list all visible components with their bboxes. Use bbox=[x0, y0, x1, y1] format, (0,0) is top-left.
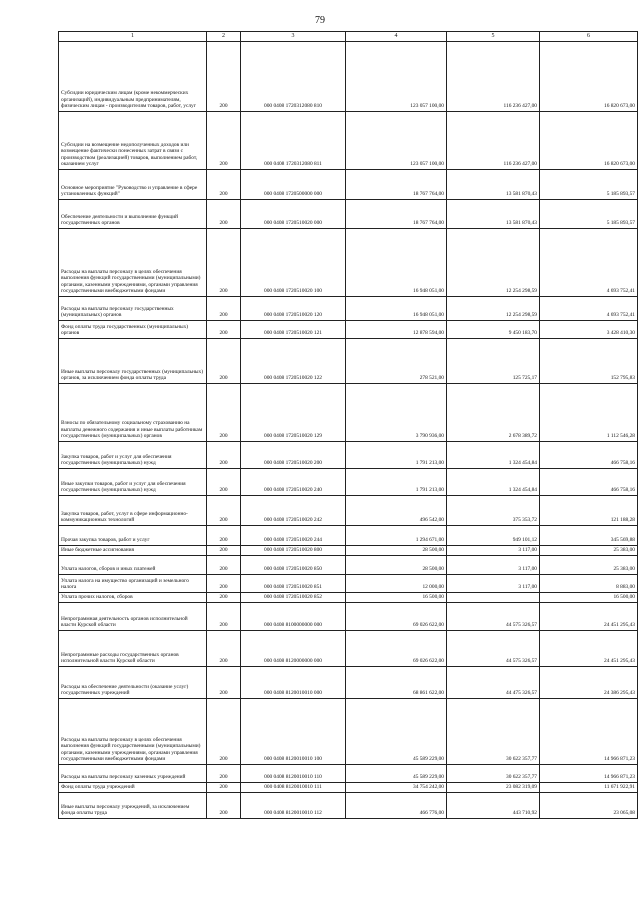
table-row bbox=[59, 526, 638, 546]
row-name-cell: Уплата прочих налогов, сборов bbox=[59, 593, 207, 603]
row-approved-cell: 68 861 622,00 bbox=[346, 667, 447, 699]
row-name-cell: Расходы на выплаты персоналу в целях обеспечения выполнения функций государственными (муниципальными) органами, казенными учреждениями, органами управления государственными внебюджетными фондами bbox=[59, 229, 207, 297]
row-approved-cell: 28 500,00 bbox=[346, 556, 447, 575]
row-group-cell: 200 bbox=[207, 442, 241, 469]
row-approved-cell: 496 542,00 bbox=[346, 496, 447, 526]
row-approved-cell: 123 057 100,00 bbox=[346, 112, 447, 170]
row-remaining-cell: 466 758,16 bbox=[540, 442, 638, 469]
row-code-cell: 000 0408 8120010010 000 bbox=[241, 667, 346, 699]
table-row bbox=[59, 765, 638, 783]
row-approved-cell: 16 948 051,00 bbox=[346, 229, 447, 297]
row-approved-cell: 3 790 936,00 bbox=[346, 384, 447, 442]
row-approved-cell: 28 500,00 bbox=[346, 546, 447, 556]
row-executed-cell: 443 710,92 bbox=[447, 793, 540, 819]
row-name-cell: Взносы по обязательному социальному страхованию на выплаты денежного содержания и иные выплаты работникам государственных (муниципальных) органов bbox=[59, 384, 207, 442]
row-remaining-cell: 5 185 893,57 bbox=[540, 170, 638, 200]
row-name-cell: Закупка товаров, работ, услуг в сфере информационно-коммуникационных технологий bbox=[59, 496, 207, 526]
row-group-cell: 200 bbox=[207, 546, 241, 556]
row-code-cell: 000 0408 1720510020 851 bbox=[241, 575, 346, 593]
table-row bbox=[59, 42, 638, 112]
row-group-cell: 200 bbox=[207, 42, 241, 112]
row-code-cell: 000 0408 1720312080 811 bbox=[241, 112, 346, 170]
column-header: 1 bbox=[59, 32, 207, 42]
row-name-cell: Фонд оплаты труда государственных (муниципальных) органов bbox=[59, 321, 207, 339]
row-approved-cell: 45 589 229,00 bbox=[346, 699, 447, 765]
row-code-cell: 000 0408 1720510020 129 bbox=[241, 384, 346, 442]
row-name-cell: Расходы на выплаты персоналу казенных учреждений bbox=[59, 765, 207, 783]
row-approved-cell: 12 000,00 bbox=[346, 575, 447, 593]
row-executed-cell: 44 475 326,57 bbox=[447, 667, 540, 699]
row-group-cell: 200 bbox=[207, 297, 241, 321]
row-executed-cell: 44 575 326,57 bbox=[447, 631, 540, 667]
page-number: 79 bbox=[315, 15, 325, 26]
row-remaining-cell: 466 758,16 bbox=[540, 469, 638, 496]
row-approved-cell: 18 767 764,00 bbox=[346, 200, 447, 229]
row-group-cell: 200 bbox=[207, 631, 241, 667]
row-executed-cell: 116 236 427,00 bbox=[447, 112, 540, 170]
row-remaining-cell: 24 451 295,43 bbox=[540, 603, 638, 631]
row-remaining-cell: 3 428 410,30 bbox=[540, 321, 638, 339]
row-group-cell: 200 bbox=[207, 593, 241, 603]
row-code-cell: 000 0408 1720510020 000 bbox=[241, 200, 346, 229]
row-executed-cell: 44 575 326,57 bbox=[447, 603, 540, 631]
row-remaining-cell: 1 112 546,28 bbox=[540, 384, 638, 442]
row-remaining-cell: 11 671 922,91 bbox=[540, 783, 638, 793]
row-name-cell: Иные закупки товаров, работ и услуг для обеспечения государственных (муниципальных) нужд bbox=[59, 469, 207, 496]
row-approved-cell: 34 754 242,00 bbox=[346, 783, 447, 793]
row-group-cell: 200 bbox=[207, 765, 241, 783]
table-row bbox=[59, 339, 638, 384]
row-code-cell: 000 0408 8120000000 000 bbox=[241, 631, 346, 667]
row-executed-cell: 2 678 389,72 bbox=[447, 384, 540, 442]
table-row bbox=[59, 112, 638, 170]
row-name-cell: Иные бюджетные ассигнования bbox=[59, 546, 207, 556]
table-row bbox=[59, 699, 638, 765]
row-name-cell: Закупка товаров, работ и услуг для обеспечения государственных (муниципальных) нужд bbox=[59, 442, 207, 469]
row-name-cell: Расходы на выплаты персоналу государственных (муниципальных) органов bbox=[59, 297, 207, 321]
column-header: 4 bbox=[346, 32, 447, 42]
row-approved-cell: 16 500,00 bbox=[346, 593, 447, 603]
row-executed-cell: 116 236 427,00 bbox=[447, 42, 540, 112]
row-group-cell: 200 bbox=[207, 339, 241, 384]
row-executed-cell: 3 117,00 bbox=[447, 575, 540, 593]
row-code-cell: 000 0408 8120010010 111 bbox=[241, 783, 346, 793]
row-executed-cell: 13 581 870,43 bbox=[447, 170, 540, 200]
row-remaining-cell: 345 569,88 bbox=[540, 526, 638, 546]
row-remaining-cell: 24 386 295,43 bbox=[540, 667, 638, 699]
table-row bbox=[59, 321, 638, 339]
table-row bbox=[59, 556, 638, 575]
row-executed-cell: 9 450 183,70 bbox=[447, 321, 540, 339]
row-code-cell: 000 0408 1720510020 240 bbox=[241, 469, 346, 496]
table-row bbox=[59, 575, 638, 593]
row-group-cell: 200 bbox=[207, 793, 241, 819]
row-executed-cell bbox=[447, 593, 540, 603]
row-name-cell: Иные выплаты персоналу государственных (муниципальных) органов, за исключением фонда оплаты труда bbox=[59, 339, 207, 384]
row-executed-cell: 23 082 319,09 bbox=[447, 783, 540, 793]
row-code-cell: 000 0408 8120010010 112 bbox=[241, 793, 346, 819]
row-executed-cell: 12 254 298,59 bbox=[447, 297, 540, 321]
row-approved-cell: 123 057 100,00 bbox=[346, 42, 447, 112]
row-approved-cell: 69 026 622,00 bbox=[346, 631, 447, 667]
row-group-cell: 200 bbox=[207, 556, 241, 575]
row-approved-cell: 45 589 229,00 bbox=[346, 765, 447, 783]
row-remaining-cell: 16 820 673,00 bbox=[540, 42, 638, 112]
row-code-cell: 000 0408 1720510020 120 bbox=[241, 297, 346, 321]
row-group-cell: 200 bbox=[207, 170, 241, 200]
row-executed-cell: 30 622 357,77 bbox=[447, 765, 540, 783]
row-executed-cell: 949 101,12 bbox=[447, 526, 540, 546]
row-name-cell: Субсидии на возмещение недополученных доходов или возмещение фактически понесенных затрат в связи с производством (реализацией) товаров, выполнением работ, оказанием услуг bbox=[59, 112, 207, 170]
row-approved-cell: 69 026 622,00 bbox=[346, 603, 447, 631]
row-approved-cell: 1 294 671,00 bbox=[346, 526, 447, 546]
table-row bbox=[59, 546, 638, 556]
row-code-cell: 000 0408 1720510020 122 bbox=[241, 339, 346, 384]
row-remaining-cell: 8 883,00 bbox=[540, 575, 638, 593]
row-group-cell: 200 bbox=[207, 667, 241, 699]
table-row bbox=[59, 442, 638, 469]
table-row bbox=[59, 783, 638, 793]
row-remaining-cell: 4 693 752,41 bbox=[540, 297, 638, 321]
row-group-cell: 200 bbox=[207, 603, 241, 631]
row-executed-cell: 375 353,72 bbox=[447, 496, 540, 526]
row-approved-cell: 12 878 594,00 bbox=[346, 321, 447, 339]
table-row bbox=[59, 297, 638, 321]
table-row bbox=[59, 170, 638, 200]
row-group-cell: 200 bbox=[207, 496, 241, 526]
row-group-cell: 200 bbox=[207, 575, 241, 593]
row-remaining-cell: 5 185 893,57 bbox=[540, 200, 638, 229]
table-row bbox=[59, 593, 638, 603]
row-remaining-cell: 16 820 673,00 bbox=[540, 112, 638, 170]
table-body bbox=[59, 42, 638, 819]
row-name-cell: Непрограммные расходы государственных органов исполнительной власти Курской области bbox=[59, 631, 207, 667]
row-group-cell: 200 bbox=[207, 469, 241, 496]
row-group-cell: 200 bbox=[207, 200, 241, 229]
row-remaining-cell: 25 383,00 bbox=[540, 556, 638, 575]
row-code-cell: 000 0408 1720510020 200 bbox=[241, 442, 346, 469]
row-executed-cell: 1 324 454,84 bbox=[447, 469, 540, 496]
row-group-cell: 200 bbox=[207, 384, 241, 442]
table-row bbox=[59, 793, 638, 819]
row-remaining-cell: 23 065,08 bbox=[540, 793, 638, 819]
table-header-row bbox=[59, 32, 638, 42]
row-name-cell: Расходы на обеспечение деятельности (оказание услуг) государственных учреждений bbox=[59, 667, 207, 699]
row-approved-cell: 18 767 764,00 bbox=[346, 170, 447, 200]
row-group-cell: 200 bbox=[207, 783, 241, 793]
row-approved-cell: 1 791 213,00 bbox=[346, 442, 447, 469]
row-code-cell: 000 0408 8100000000 000 bbox=[241, 603, 346, 631]
row-group-cell: 200 bbox=[207, 321, 241, 339]
row-name-cell: Фонд оплаты труда учреждений bbox=[59, 783, 207, 793]
row-name-cell: Прочая закупка товаров, работ и услуг bbox=[59, 526, 207, 546]
row-executed-cell: 12 254 298,59 bbox=[447, 229, 540, 297]
row-code-cell: 000 0408 1720500000 000 bbox=[241, 170, 346, 200]
column-header: 3 bbox=[241, 32, 346, 42]
row-remaining-cell: 16 500,00 bbox=[540, 593, 638, 603]
column-header: 6 bbox=[540, 32, 638, 42]
row-code-cell: 000 0408 1720510020 850 bbox=[241, 556, 346, 575]
budget-execution-table bbox=[58, 31, 638, 819]
row-name-cell: Уплата налогов, сборов и иных платежей bbox=[59, 556, 207, 575]
row-group-cell: 200 bbox=[207, 112, 241, 170]
row-code-cell: 000 0408 1720510020 852 bbox=[241, 593, 346, 603]
row-name-cell: Расходы на выплаты персоналу в целях обеспечения выполнения функций государственными (муниципальными) органами, казенными учреждениями, органами управления государственными внебюджетными фондами bbox=[59, 699, 207, 765]
row-remaining-cell: 152 795,83 bbox=[540, 339, 638, 384]
row-approved-cell: 1 791 213,00 bbox=[346, 469, 447, 496]
row-code-cell: 000 0408 1720510020 244 bbox=[241, 526, 346, 546]
row-name-cell: Иные выплаты персоналу учреждений, за исключением фонда оплаты труда bbox=[59, 793, 207, 819]
row-code-cell: 000 0408 1720510020 121 bbox=[241, 321, 346, 339]
table-row bbox=[59, 667, 638, 699]
row-approved-cell: 278 521,00 bbox=[346, 339, 447, 384]
row-code-cell: 000 0408 1720312080 810 bbox=[241, 42, 346, 112]
table-row bbox=[59, 496, 638, 526]
row-code-cell: 000 0408 1720510020 100 bbox=[241, 229, 346, 297]
table-row bbox=[59, 603, 638, 631]
row-code-cell: 000 0408 1720510020 800 bbox=[241, 546, 346, 556]
table-row bbox=[59, 200, 638, 229]
row-remaining-cell: 4 693 752,41 bbox=[540, 229, 638, 297]
row-approved-cell: 16 948 051,00 bbox=[346, 297, 447, 321]
row-name-cell: Субсидии юридическим лицам (кроме некоммерческих организаций), индивидуальным предпринимателям, физическим лицам - производителям товаров, работ, услуг bbox=[59, 42, 207, 112]
row-code-cell: 000 0408 1720510020 242 bbox=[241, 496, 346, 526]
row-name-cell: Основное мероприятие "Руководство и управление в сфере установленных функций" bbox=[59, 170, 207, 200]
row-remaining-cell: 24 451 295,43 bbox=[540, 631, 638, 667]
row-code-cell: 000 0408 8120010010 100 bbox=[241, 699, 346, 765]
row-executed-cell: 3 117,00 bbox=[447, 556, 540, 575]
row-executed-cell: 3 117,00 bbox=[447, 546, 540, 556]
row-name-cell: Непрограммная деятельность органов исполнительной власти Курской области bbox=[59, 603, 207, 631]
table-row bbox=[59, 469, 638, 496]
row-name-cell: Обеспечение деятельности и выполнение функций государственных органов bbox=[59, 200, 207, 229]
row-executed-cell: 1 324 454,84 bbox=[447, 442, 540, 469]
table-row bbox=[59, 229, 638, 297]
table-row bbox=[59, 631, 638, 667]
row-approved-cell: 466 776,00 bbox=[346, 793, 447, 819]
row-executed-cell: 125 725,17 bbox=[447, 339, 540, 384]
table-row bbox=[59, 384, 638, 442]
row-group-cell: 200 bbox=[207, 229, 241, 297]
row-executed-cell: 13 581 870,43 bbox=[447, 200, 540, 229]
row-name-cell: Уплата налога на имущество организаций и земельного налога bbox=[59, 575, 207, 593]
row-remaining-cell: 25 383,00 bbox=[540, 546, 638, 556]
column-header: 2 bbox=[207, 32, 241, 42]
column-header: 5 bbox=[447, 32, 540, 42]
row-remaining-cell: 14 966 871,23 bbox=[540, 765, 638, 783]
row-executed-cell: 30 622 357,77 bbox=[447, 699, 540, 765]
row-remaining-cell: 14 966 871,23 bbox=[540, 699, 638, 765]
row-remaining-cell: 121 188,28 bbox=[540, 496, 638, 526]
row-group-cell: 200 bbox=[207, 526, 241, 546]
row-group-cell: 200 bbox=[207, 699, 241, 765]
row-code-cell: 000 0408 8120010010 110 bbox=[241, 765, 346, 783]
